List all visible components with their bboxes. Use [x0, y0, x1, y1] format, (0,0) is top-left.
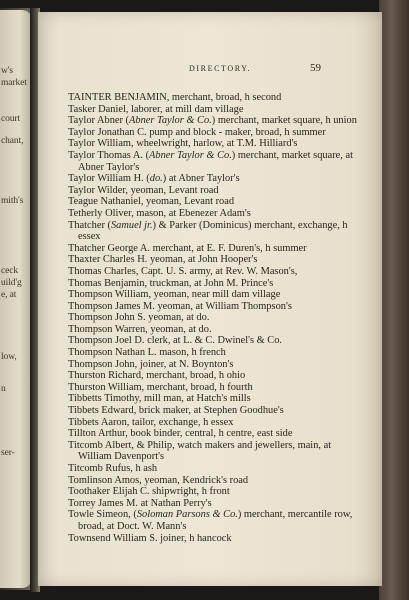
entry-text: Thurston William, merchant, broad, h fourth	[68, 381, 253, 393]
entry-firm-name: do.	[149, 173, 163, 185]
directory-entry	[68, 486, 363, 498]
entry-text: Taylor Thomas A. (	[68, 149, 150, 161]
entry-text: Taylor Jonathan C. pump and block - maker, broad, h summer	[68, 126, 326, 138]
directory-entry	[68, 417, 363, 429]
entry-firm-name: Samuel jr.	[110, 219, 153, 231]
directory-entry	[68, 278, 363, 290]
entry-text: Thompson Nathan L. mason, h french	[68, 347, 226, 359]
entry-firm-name: Abner Taylor & Co.	[129, 115, 212, 127]
directory-entry	[68, 324, 363, 336]
entry-text: Taylor William, wheelwright, harlow, at T.M. Hilliard's	[68, 138, 298, 150]
entry-text: Tibbets Edward, brick maker, at Stephen Goodhue's	[68, 405, 284, 417]
facing-page-fragment: uild'g	[1, 278, 22, 288]
directory-entry	[68, 382, 363, 394]
entry-text: Tibbetts Timothy, mill man, at Hatch's mills	[68, 393, 251, 405]
directory-entry	[68, 173, 363, 185]
directory-entry	[68, 185, 363, 197]
directory-entry	[68, 220, 363, 243]
directory-entry	[68, 208, 363, 220]
directory-entry	[68, 498, 363, 510]
entry-text: Thomas Charles, Capt. U. S. army, at Rev. W. Mason's,	[68, 265, 298, 277]
entry-text-continued: ) merchant, market square, h union	[211, 115, 357, 127]
directory-entry	[68, 266, 363, 278]
facing-page-fragment: low,	[1, 352, 17, 362]
facing-page-fragment: mith's	[1, 196, 24, 206]
entry-text: Teague Nathaniel, yeoman, Levant road	[68, 196, 235, 208]
entry-text: Thompson John S. yeoman, at do.	[68, 312, 210, 324]
directory-entry	[68, 243, 363, 255]
facing-page-fragment: n	[1, 384, 6, 394]
entry-text: Tomlinson Amos, yeoman, Kendrick's road	[68, 474, 249, 486]
directory-entry	[68, 335, 363, 347]
entry-text-continued: ) merchant, mercantile row, broad, at Doct. W. Mann's	[78, 509, 353, 532]
directory-entry	[68, 428, 363, 440]
entry-text: Thompson James M. yeoman, at William Thompson's	[68, 300, 292, 312]
entry-text: Thaxter Charles H. yeoman, at John Hooper's	[68, 254, 258, 266]
facing-page-fragment: ser-	[1, 448, 15, 458]
entry-firm-name: Soloman Parsons & Co.	[136, 509, 238, 521]
directory-entry	[68, 370, 363, 382]
directory-entry	[68, 104, 363, 116]
facing-page-edge	[0, 10, 32, 588]
directory-entry	[68, 509, 363, 532]
book-cover-edge	[379, 0, 409, 600]
entry-text: Thompson John, joiner, at N. Boynton's	[68, 358, 234, 370]
entry-text: Torrey James M. at Nathan Perry's	[68, 497, 212, 509]
entry-text: Tasker Daniel, laborer, at mill dam village	[68, 103, 244, 115]
directory-entry	[68, 127, 363, 139]
directory-entry	[68, 393, 363, 405]
directory-entry	[68, 359, 363, 371]
entry-text: Thomas Benjamin, truckman, at John M. Prince's	[68, 277, 274, 289]
directory-entries	[68, 92, 363, 544]
entry-text: Thatcher George A. merchant, at E. F. Duren's, h summer	[68, 242, 307, 254]
facing-page-fragment: court	[1, 114, 21, 124]
entry-text: Titcomb Rufus, h ash	[68, 463, 158, 474]
entry-text: Tetherly Oliver, mason, at Ebenezer Adam's	[68, 207, 251, 219]
entry-firm-name: Abner Taylor & Co.	[149, 149, 232, 161]
facing-page-fragment: ceck	[1, 266, 18, 276]
entry-text: Tillton Arthur, book binder, central, h centre, east side	[68, 428, 293, 440]
entry-text: Thurston Richard, merchant, broad, h ohio	[68, 370, 246, 382]
entry-text-continued: ) at Abner Taylor's	[162, 173, 240, 185]
entry-text: Tibbets Aaron, tailor, exchange, h essex	[68, 416, 234, 428]
entry-text: Thompson Warren, yeoman, at do.	[68, 323, 212, 335]
directory-entry	[68, 475, 363, 487]
directory-entry	[68, 92, 363, 104]
entry-text-continued: ) & Parker (Dominicus) merchant, exchange, h essex	[78, 219, 348, 243]
entry-text: Toothaker Elijah C. shipwright, h front	[68, 486, 230, 498]
entry-text: Towle Simeon, (	[68, 509, 137, 521]
directory-entry	[68, 533, 363, 545]
facing-page-fragment: w's	[1, 66, 13, 76]
entry-text: Thompson Joel D. clerk, at L. & C. Dwinel's & Co.	[68, 335, 282, 347]
entry-text: Thatcher (	[68, 219, 111, 231]
running-head	[38, 62, 382, 76]
page-number: 59	[310, 62, 321, 74]
entry-text-continued: ) merchant, market square, at Abner Taylor's	[78, 149, 353, 173]
directory-entry	[68, 440, 363, 463]
entry-text: Townsend William S. joiner, h hancock	[68, 532, 232, 544]
directory-entry	[68, 463, 363, 475]
directory-entry	[68, 115, 363, 127]
directory-entry	[68, 301, 363, 313]
entry-text: TAINTER BENJAMIN, merchant, broad, h second	[68, 92, 282, 103]
entry-text: Taylor Wilder, yeoman, Levant road	[68, 184, 219, 196]
directory-entry	[68, 289, 363, 301]
entry-text: Taylor William H. (	[68, 173, 150, 185]
entry-text: Thompson William, yeoman, near mill dam village	[68, 289, 281, 301]
directory-entry	[68, 347, 363, 359]
facing-page-fragment: market	[1, 78, 27, 88]
page-title: DIRECTORY.	[189, 64, 252, 73]
directory-entry	[68, 312, 363, 324]
directory-entry	[68, 138, 363, 150]
directory-entry	[68, 196, 363, 208]
directory-entry	[68, 150, 363, 173]
entry-text: Taylor Abner (	[68, 115, 130, 127]
facing-page-fragment: chant,	[1, 136, 24, 146]
entry-text: Titcomb Albert, & Philip, watch makers and jewellers, main, at William Davenport's	[68, 439, 332, 463]
directory-entry	[68, 254, 363, 266]
directory-entry	[68, 405, 363, 417]
directory-page	[38, 12, 382, 586]
facing-page-fragment: e, at	[1, 290, 17, 300]
